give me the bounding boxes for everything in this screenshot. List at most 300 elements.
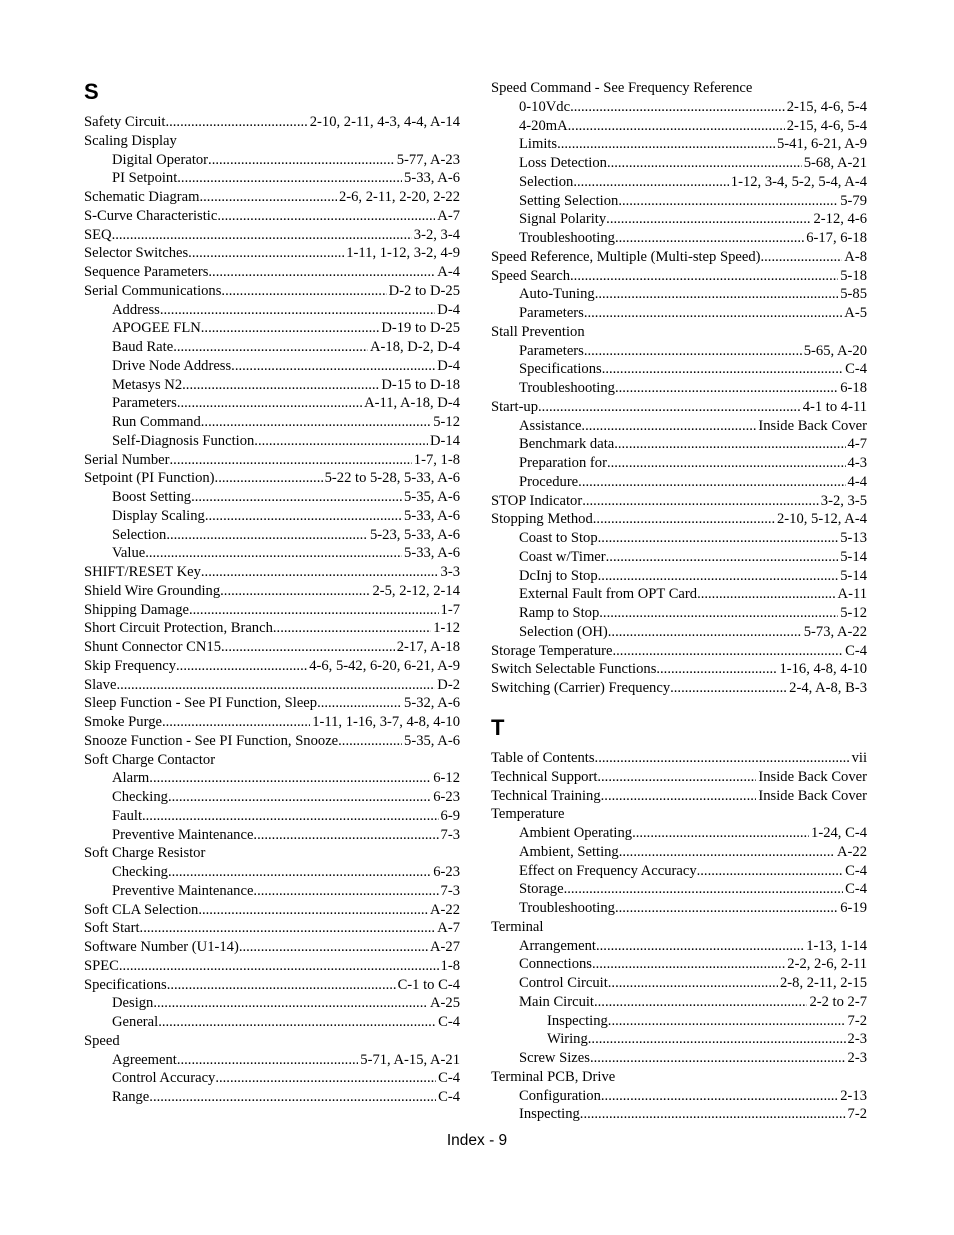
- dot-leader: [167, 976, 396, 995]
- index-entry: [491, 79, 867, 98]
- dot-leader: [145, 544, 402, 563]
- index-term: Fault: [112, 807, 142, 824]
- dot-leader: [594, 993, 807, 1012]
- dot-leader: [254, 432, 428, 451]
- index-page-refs: 3-2, 3-5: [820, 492, 867, 509]
- dot-leader: [173, 338, 368, 357]
- index-page-refs: 2-3: [847, 1050, 867, 1066]
- index-term: Preparation for: [519, 455, 607, 471]
- index-entry: [84, 1051, 460, 1070]
- dot-leader: [568, 117, 785, 136]
- index-page-refs: 2-2, 2-6, 2-11: [787, 956, 867, 973]
- dot-leader: [177, 394, 362, 413]
- index-entry: [84, 282, 460, 301]
- dot-leader: [606, 548, 839, 567]
- index-page-refs: 5-14: [840, 567, 867, 584]
- dot-leader: [142, 807, 439, 826]
- dot-leader: [119, 957, 439, 976]
- index-term: Setpoint (PI Function): [84, 470, 215, 487]
- dot-leader: [273, 619, 431, 638]
- index-page-refs: A-25: [430, 995, 460, 1012]
- index-term: Table of Contents: [491, 750, 595, 766]
- index-entry: [491, 510, 867, 529]
- index-term: Display Scaling: [112, 507, 205, 524]
- dot-leader: [201, 319, 380, 338]
- index-page-refs: 7-3: [440, 826, 460, 843]
- dot-leader: [191, 488, 402, 507]
- index-page-refs: 5-32, A-6: [404, 695, 460, 712]
- index-term: Screw Sizes: [519, 1050, 590, 1066]
- index-term: Benchmark data: [519, 436, 615, 453]
- index-page-refs: 2-13: [840, 1087, 867, 1104]
- index-term: Metasys N2: [112, 376, 183, 393]
- index-entry: [84, 413, 460, 432]
- index-page-refs: C-4: [845, 642, 867, 659]
- index-entry: [84, 901, 460, 920]
- index-term: Limits: [519, 136, 558, 153]
- index-page-refs: 2-10, 2-11, 4-3, 4-4, A-14: [309, 114, 460, 130]
- dot-leader: [538, 398, 801, 417]
- index-entry: [84, 188, 460, 207]
- dot-leader: [221, 638, 395, 657]
- dot-leader: [166, 526, 368, 545]
- dot-leader: [613, 642, 844, 661]
- dot-leader: [656, 660, 777, 679]
- index-entry: [491, 623, 867, 642]
- index-entry: [491, 548, 867, 567]
- index-entry: [84, 1088, 460, 1107]
- index-term: Storage: [519, 881, 564, 898]
- index-term: Range: [112, 1089, 150, 1105]
- index-entries-t: [491, 749, 867, 1124]
- dot-leader: [606, 210, 811, 229]
- index-page-refs: 2-17, A-18: [396, 639, 460, 655]
- index-page-refs: 2-4, A-8, B-3: [789, 680, 867, 696]
- dot-leader: [170, 451, 412, 470]
- index-term: Specifications: [519, 361, 602, 378]
- index-page-refs: 7-2: [847, 1106, 867, 1123]
- index-term: Serial Number: [84, 451, 170, 468]
- index-page-refs: C-1 to C-4: [397, 976, 460, 993]
- index-entries-s: [84, 113, 460, 1107]
- index-entry: [491, 323, 867, 342]
- index-entry: [84, 1013, 460, 1032]
- index-page-refs: 5-18: [840, 267, 867, 284]
- page-number: Index - 9: [446, 1132, 508, 1149]
- index-entry: [491, 993, 867, 1012]
- index-entry: [84, 226, 460, 245]
- index-page-refs: 5-33, A-6: [404, 545, 460, 562]
- index-entry: [84, 694, 460, 713]
- index-entry: [84, 732, 460, 751]
- index-page-refs: A-18, D-2, D-4: [370, 339, 460, 355]
- index-term: SEQ: [84, 226, 112, 243]
- index-page-refs: D-15 to D-18: [381, 376, 460, 393]
- index-entry: [491, 454, 867, 473]
- index-entry: [491, 192, 867, 211]
- index-term: Procedure: [519, 473, 579, 490]
- index-entry: [84, 244, 460, 263]
- index-entry: [84, 432, 460, 451]
- index-page-refs: 2-5, 2-12, 2-14: [372, 582, 460, 599]
- index-entry: [84, 169, 460, 188]
- dot-leader: [615, 229, 804, 248]
- index-page-refs: 1-12: [433, 620, 460, 637]
- index-term: PI Setpoint: [112, 170, 178, 187]
- index-term: Terminal PCB, Drive: [491, 1068, 616, 1085]
- index-entry: [84, 301, 460, 320]
- dot-leader: [189, 601, 439, 620]
- index-entry: [84, 151, 460, 170]
- index-entry: [491, 1105, 867, 1124]
- index-page-refs: D-2: [437, 676, 460, 693]
- index-page-refs: 2-3: [847, 1031, 867, 1048]
- index-page-refs: 4-1 to 4-11: [802, 398, 867, 415]
- index-term: Technical Support: [491, 768, 598, 785]
- dot-leader: [581, 417, 756, 436]
- dot-leader: [619, 843, 835, 862]
- dot-leader: [140, 919, 436, 938]
- index-entry: [491, 98, 867, 117]
- dot-leader: [597, 768, 756, 787]
- index-page-refs: D-19 to D-25: [381, 320, 460, 337]
- index-term: Soft CLA Selection: [84, 901, 199, 918]
- index-term: Effect on Frequency Accuracy: [519, 862, 697, 879]
- index-page-refs: 6-9: [440, 807, 460, 824]
- index-entry: [491, 342, 867, 361]
- index-page-refs: 5-65, A-20: [803, 342, 867, 359]
- index-entry: [491, 304, 867, 323]
- index-term: Stopping Method: [491, 511, 593, 528]
- index-page-refs: Inside Back Cover: [758, 768, 867, 785]
- index-page-refs: 4-7: [847, 436, 867, 453]
- dot-leader: [253, 826, 438, 845]
- index-entry: [491, 604, 867, 623]
- index-page-refs: 6-17, 6-18: [806, 230, 867, 246]
- dot-leader: [165, 113, 307, 132]
- index-page-refs: 6-23: [433, 864, 460, 880]
- index-page-refs: C-4: [845, 361, 867, 378]
- index-entry: [84, 488, 460, 507]
- index-term: Ambient Operating: [519, 825, 633, 841]
- index-term: Speed Command - See Frequency Reference: [491, 80, 753, 96]
- index-entry: [491, 473, 867, 492]
- index-page-refs: 1-13, 1-14: [806, 937, 867, 954]
- index-entry: [84, 469, 460, 488]
- index-page-refs: 1-8: [440, 957, 460, 974]
- index-term: Value: [112, 545, 146, 562]
- index-page-refs: 5-33, A-6: [404, 170, 460, 187]
- index-term: Arrangement: [519, 937, 596, 954]
- index-entry: [491, 567, 867, 586]
- index-page-refs: 3-3: [440, 564, 460, 580]
- index-term: DcInj to Stop: [519, 567, 598, 584]
- index-entry: [491, 379, 867, 398]
- index-entry: [491, 173, 867, 192]
- dot-leader: [201, 563, 439, 582]
- index-page-refs: 6-23: [433, 789, 460, 805]
- index-entry: [491, 267, 867, 286]
- index-entry: [84, 451, 460, 470]
- dot-leader: [112, 226, 412, 245]
- index-term: Speed: [84, 1032, 120, 1049]
- index-entry: [491, 529, 867, 548]
- index-term: Parameters: [112, 395, 177, 412]
- index-term: Checking: [112, 864, 168, 880]
- index-term: Selector Switches: [84, 245, 189, 262]
- dot-leader: [253, 882, 438, 901]
- index-entry: [84, 882, 460, 901]
- index-term: Auto-Tuning: [519, 286, 595, 303]
- section-letter-s: S: [84, 79, 99, 104]
- index-entry: [84, 826, 460, 845]
- index-page-refs: 1-7, 1-8: [413, 451, 460, 468]
- index-entry: [84, 563, 460, 582]
- index-page-refs: 5-79: [840, 192, 867, 209]
- index-entry: [84, 657, 460, 676]
- index-page-refs: 5-35, A-6: [404, 732, 460, 749]
- dot-leader: [697, 585, 835, 604]
- dot-leader: [608, 1012, 846, 1031]
- index-page-refs: 2-2 to 2-7: [809, 993, 867, 1010]
- index-term: Troubleshooting: [519, 380, 615, 396]
- index-entry: [84, 544, 460, 563]
- index-term: Inspecting: [519, 1106, 580, 1123]
- index-page-refs: 6-12: [433, 770, 460, 787]
- index-term: General: [112, 1014, 159, 1030]
- index-entry: [491, 937, 867, 956]
- dot-leader: [761, 248, 843, 267]
- index-entry: [84, 1069, 460, 1088]
- index-page-refs: 5-85: [840, 286, 867, 303]
- index-entry: [84, 526, 460, 545]
- index-entry: [84, 507, 460, 526]
- index-entry: [491, 435, 867, 454]
- dot-leader: [158, 1013, 436, 1032]
- index-term: S-Curve Characteristic: [84, 207, 218, 224]
- dot-leader: [598, 567, 839, 586]
- index-entry: [84, 338, 460, 357]
- index-entry: [491, 768, 867, 787]
- index-term: Preventive Maintenance: [112, 882, 254, 899]
- index-term: Ramp to Stop: [519, 605, 600, 621]
- index-term: Run Command: [112, 414, 201, 430]
- index-entry: [84, 919, 460, 938]
- index-page-refs: 5-73, A-22: [803, 623, 867, 640]
- index-entry: [491, 1049, 867, 1068]
- index-page-refs: 3-2, 3-4: [413, 226, 460, 243]
- dot-leader: [188, 244, 344, 263]
- index-entry: [84, 357, 460, 376]
- index-entry: [491, 974, 867, 993]
- index-page-refs: D-2 to D-25: [388, 282, 460, 299]
- index-page-refs: 5-23, 5-33, A-6: [370, 526, 460, 543]
- index-page-refs: C-4: [438, 1070, 460, 1087]
- index-term: Agreement: [112, 1051, 177, 1068]
- index-page-refs: C-4: [438, 1014, 460, 1030]
- index-term: Preventive Maintenance: [112, 826, 254, 843]
- dot-leader: [208, 263, 435, 282]
- index-entry: [491, 117, 867, 136]
- dot-leader: [215, 469, 323, 488]
- index-entry: [491, 360, 867, 379]
- index-term: Switch Selectable Functions: [491, 661, 657, 678]
- index-entry: [491, 492, 867, 511]
- index-page-refs: 2-15, 4-6, 5-4: [786, 98, 867, 115]
- index-entry: [84, 863, 460, 882]
- index-entry: [84, 957, 460, 976]
- index-term: SHIFT/RESET Key: [84, 564, 201, 580]
- dot-leader: [596, 937, 804, 956]
- index-term: Shipping Damage: [84, 601, 189, 618]
- index-page-refs: 5-71, A-15, A-21: [360, 1051, 460, 1068]
- index-term: Coast to Stop: [519, 530, 598, 546]
- index-term: Address: [112, 301, 160, 318]
- dot-leader: [168, 788, 431, 807]
- index-entry: [84, 769, 460, 788]
- index-entry: [491, 862, 867, 881]
- dot-leader: [176, 657, 307, 676]
- index-term: Terminal: [491, 918, 544, 935]
- index-page-refs: 4-6, 5-42, 6-20, 6-21, A-9: [309, 657, 460, 674]
- index-term: Design: [112, 995, 154, 1012]
- index-entry: [491, 642, 867, 661]
- dot-leader: [588, 1030, 846, 1049]
- index-term: Connections: [519, 956, 592, 973]
- index-page-refs: A-8: [844, 248, 867, 265]
- index-term: Assistance: [519, 417, 582, 434]
- index-page-refs: C-4: [845, 881, 867, 898]
- index-page-refs: 5-35, A-6: [404, 489, 460, 505]
- index-entry: [491, 899, 867, 918]
- index-term: Ambient, Setting: [519, 843, 619, 860]
- index-entry: [491, 210, 867, 229]
- index-page-refs: A-22: [837, 843, 867, 860]
- index-term: Shield Wire Grounding: [84, 582, 221, 599]
- index-page-refs: D-4: [437, 357, 460, 374]
- index-term: Baud Rate: [112, 339, 174, 355]
- index-term: Boost Setting: [112, 489, 192, 505]
- index-page-refs: 5-14: [840, 548, 867, 565]
- index-term: Signal Polarity: [519, 211, 607, 228]
- index-term: Troubleshooting: [519, 900, 615, 916]
- index-page-refs: vii: [851, 750, 867, 766]
- dot-leader: [584, 304, 842, 323]
- index-entry: [491, 824, 867, 843]
- index-entry: [84, 751, 460, 770]
- index-term: Inspecting: [547, 1012, 608, 1029]
- index-page-refs: 5-12: [840, 605, 867, 621]
- dot-leader: [162, 713, 310, 732]
- index-page-refs: 5-68, A-21: [803, 155, 867, 171]
- index-page-refs: 6-18: [840, 380, 867, 396]
- index-entry: [491, 955, 867, 974]
- dot-leader: [200, 188, 337, 207]
- dot-leader: [149, 769, 431, 788]
- dot-leader: [578, 473, 845, 492]
- index-entry: [491, 1012, 867, 1031]
- dot-leader: [599, 604, 838, 623]
- index-entry: [84, 807, 460, 826]
- index-entry: [491, 285, 867, 304]
- index-entry: [84, 638, 460, 657]
- index-entry: [84, 713, 460, 732]
- dot-leader: [182, 376, 379, 395]
- index-page-refs: 7-3: [440, 882, 460, 899]
- index-entry: [491, 1068, 867, 1087]
- index-entry: [84, 1032, 460, 1051]
- dot-leader: [592, 955, 785, 974]
- index-page-refs: 5-77, A-23: [396, 151, 460, 168]
- dot-leader: [570, 267, 838, 286]
- index-entry: [491, 660, 867, 679]
- index-term: Software Number (U1-14): [84, 939, 239, 955]
- dot-leader: [582, 492, 819, 511]
- dot-leader: [584, 342, 802, 361]
- dot-leader: [208, 151, 395, 170]
- index-term: Stall Prevention: [491, 323, 585, 340]
- index-page-refs: Inside Back Cover: [758, 787, 867, 804]
- dot-leader: [593, 510, 775, 529]
- index-term: Scaling Display: [84, 132, 177, 149]
- index-term: Soft Charge Resistor: [84, 845, 206, 862]
- index-page-refs: 5-22 to 5-28, 5-33, A-6: [324, 470, 460, 487]
- dot-leader: [231, 357, 435, 376]
- index-term: Selection (OH): [519, 623, 608, 640]
- index-entry: [84, 319, 460, 338]
- index-entry: [84, 994, 460, 1013]
- index-page-refs: 2-12, 4-6: [813, 211, 867, 228]
- index-entry: [84, 207, 460, 226]
- index-entry: [491, 1030, 867, 1049]
- index-term: Control Accuracy: [112, 1070, 216, 1087]
- index-term: Coast w/Timer: [519, 548, 606, 565]
- index-term: Selection: [112, 526, 167, 543]
- index-entry: [84, 619, 460, 638]
- dot-leader: [608, 974, 778, 993]
- dot-leader: [570, 98, 785, 117]
- index-page-refs: 2-6, 2-11, 2-20, 2-22: [338, 189, 460, 205]
- index-page-refs: Inside Back Cover: [758, 417, 867, 434]
- index-entry: [84, 263, 460, 282]
- index-page-refs: 4-3: [847, 455, 867, 471]
- index-page-refs: 6-19: [840, 900, 867, 916]
- index-page-refs: 1-7: [440, 601, 460, 618]
- index-page-refs: 2-8, 2-11, 2-15: [779, 975, 867, 991]
- index-term: Main Circuit: [519, 993, 594, 1010]
- index-page-refs: A-11, A-18, D-4: [364, 395, 460, 412]
- dot-leader: [198, 901, 428, 920]
- index-entry: [491, 679, 867, 698]
- dot-leader: [201, 413, 431, 432]
- index-term: Sequence Parameters: [84, 264, 209, 280]
- dot-leader: [618, 192, 838, 211]
- index-term: Wiring: [547, 1031, 588, 1048]
- dot-leader: [168, 863, 431, 882]
- index-term: Technical Training: [491, 787, 601, 804]
- index-term: Self-Diagnosis Function: [112, 432, 255, 449]
- index-term: Soft Charge Contactor: [84, 751, 216, 768]
- index-page-refs: 1-24, C-4: [811, 825, 867, 841]
- index-term: Snooze Function - See PI Function, Snooze: [84, 732, 339, 749]
- index-entry: [84, 938, 460, 957]
- index-term: External Fault from OPT Card: [519, 586, 698, 603]
- index-term: Troubleshooting: [519, 230, 615, 246]
- index-page-refs: C-4: [438, 1089, 460, 1105]
- index-entry: [84, 976, 460, 995]
- index-entry: [84, 582, 460, 601]
- index-entry: [84, 376, 460, 395]
